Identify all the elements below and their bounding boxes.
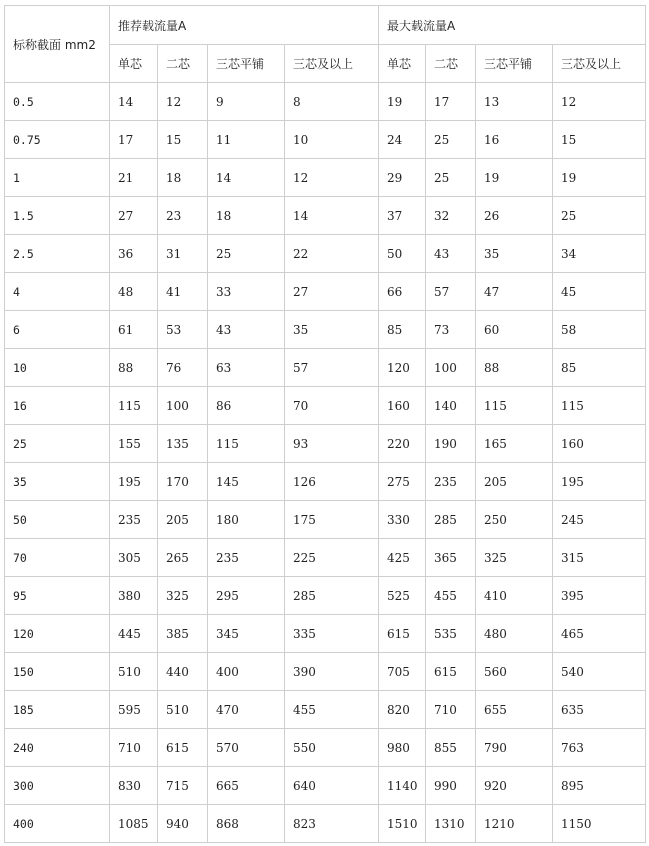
current-value-cell: 35 [285, 311, 379, 349]
current-value-cell: 395 [553, 577, 646, 615]
current-value-cell: 23 [158, 197, 208, 235]
current-value-cell: 640 [285, 767, 379, 805]
current-value-cell: 48 [110, 273, 158, 311]
current-value-cell: 12 [553, 83, 646, 121]
current-value-cell: 17 [110, 121, 158, 159]
current-value-cell: 510 [158, 691, 208, 729]
cross-section-cell: 16 [5, 387, 110, 425]
table-row [5, 197, 646, 235]
current-value-cell: 120 [379, 349, 426, 387]
current-value-cell: 25 [553, 197, 646, 235]
current-value-cell: 140 [426, 387, 476, 425]
current-value-cell: 855 [426, 729, 476, 767]
table-row [5, 463, 646, 501]
current-value-cell: 88 [110, 349, 158, 387]
current-value-cell: 175 [285, 501, 379, 539]
table-header-row [5, 6, 646, 45]
current-value-cell: 18 [158, 159, 208, 197]
current-value-cell: 480 [476, 615, 553, 653]
cable-current-table [4, 5, 646, 843]
current-value-cell: 830 [110, 767, 158, 805]
current-value-cell: 570 [208, 729, 285, 767]
current-value-cell: 275 [379, 463, 426, 501]
current-value-cell: 100 [158, 387, 208, 425]
table-body [5, 83, 646, 843]
current-value-cell: 35 [476, 235, 553, 273]
current-value-cell: 305 [110, 539, 158, 577]
current-value-cell: 19 [553, 159, 646, 197]
current-value-cell: 85 [553, 349, 646, 387]
current-value-cell: 93 [285, 425, 379, 463]
current-value-cell: 790 [476, 729, 553, 767]
column-header: 单芯 [110, 45, 158, 83]
cross-section-cell: 150 [5, 653, 110, 691]
current-value-cell: 26 [476, 197, 553, 235]
current-value-cell: 37 [379, 197, 426, 235]
current-value-cell: 345 [208, 615, 285, 653]
current-value-cell: 470 [208, 691, 285, 729]
current-value-cell: 1510 [379, 805, 426, 843]
cross-section-cell: 4 [5, 273, 110, 311]
cross-section-cell: 120 [5, 615, 110, 653]
current-value-cell: 455 [285, 691, 379, 729]
current-value-cell: 820 [379, 691, 426, 729]
current-value-cell: 1310 [426, 805, 476, 843]
table-row [5, 159, 646, 197]
current-value-cell: 440 [158, 653, 208, 691]
cross-section-cell: 400 [5, 805, 110, 843]
table-row [5, 273, 646, 311]
current-value-cell: 180 [208, 501, 285, 539]
current-value-cell: 43 [208, 311, 285, 349]
current-value-cell: 58 [553, 311, 646, 349]
table-row [5, 577, 646, 615]
current-value-cell: 868 [208, 805, 285, 843]
current-value-cell: 220 [379, 425, 426, 463]
table-row [5, 349, 646, 387]
current-value-cell: 165 [476, 425, 553, 463]
current-value-cell: 190 [426, 425, 476, 463]
cross-section-cell: 0.5 [5, 83, 110, 121]
current-value-cell: 940 [158, 805, 208, 843]
cross-section-cell: 70 [5, 539, 110, 577]
current-value-cell: 61 [110, 311, 158, 349]
table-row [5, 83, 646, 121]
table-row [5, 615, 646, 653]
current-value-cell: 635 [553, 691, 646, 729]
current-value-cell: 85 [379, 311, 426, 349]
current-value-cell: 9 [208, 83, 285, 121]
current-value-cell: 225 [285, 539, 379, 577]
table-row [5, 387, 646, 425]
current-value-cell: 29 [379, 159, 426, 197]
current-value-cell: 43 [426, 235, 476, 273]
current-value-cell: 205 [476, 463, 553, 501]
column-header: 二芯 [426, 45, 476, 83]
table-row [5, 691, 646, 729]
current-value-cell: 76 [158, 349, 208, 387]
current-value-cell: 66 [379, 273, 426, 311]
cross-section-cell: 25 [5, 425, 110, 463]
current-value-cell: 47 [476, 273, 553, 311]
current-value-cell: 14 [285, 197, 379, 235]
current-value-cell: 285 [426, 501, 476, 539]
column-header: 三芯及以上 [285, 45, 379, 83]
cross-section-cell: 35 [5, 463, 110, 501]
current-value-cell: 57 [285, 349, 379, 387]
cross-section-cell: 6 [5, 311, 110, 349]
current-value-cell: 895 [553, 767, 646, 805]
current-value-cell: 920 [476, 767, 553, 805]
cross-section-cell: 0.75 [5, 121, 110, 159]
current-value-cell: 15 [553, 121, 646, 159]
current-value-cell: 17 [426, 83, 476, 121]
cross-section-cell: 1 [5, 159, 110, 197]
current-value-cell: 235 [110, 501, 158, 539]
current-value-cell: 32 [426, 197, 476, 235]
current-value-cell: 86 [208, 387, 285, 425]
current-value-cell: 12 [158, 83, 208, 121]
current-value-cell: 400 [208, 653, 285, 691]
current-value-cell: 525 [379, 577, 426, 615]
current-value-cell: 550 [285, 729, 379, 767]
table-row [5, 539, 646, 577]
column-header: 单芯 [379, 45, 426, 83]
cross-section-cell: 2.5 [5, 235, 110, 273]
current-value-cell: 425 [379, 539, 426, 577]
current-value-cell: 21 [110, 159, 158, 197]
current-value-cell: 1085 [110, 805, 158, 843]
current-value-cell: 1140 [379, 767, 426, 805]
current-value-cell: 8 [285, 83, 379, 121]
current-value-cell: 445 [110, 615, 158, 653]
table-row [5, 425, 646, 463]
current-value-cell: 980 [379, 729, 426, 767]
current-value-cell: 710 [110, 729, 158, 767]
current-value-cell: 535 [426, 615, 476, 653]
column-header: 二芯 [158, 45, 208, 83]
current-value-cell: 18 [208, 197, 285, 235]
current-value-cell: 145 [208, 463, 285, 501]
current-value-cell: 315 [553, 539, 646, 577]
column-header: 三芯平铺 [208, 45, 285, 83]
current-value-cell: 335 [285, 615, 379, 653]
current-value-cell: 235 [208, 539, 285, 577]
current-value-cell: 19 [476, 159, 553, 197]
current-value-cell: 115 [110, 387, 158, 425]
current-value-cell: 705 [379, 653, 426, 691]
current-value-cell: 365 [426, 539, 476, 577]
current-value-cell: 15 [158, 121, 208, 159]
current-value-cell: 195 [553, 463, 646, 501]
current-value-cell: 50 [379, 235, 426, 273]
group-header-maximum: 最大载流量A [379, 6, 646, 45]
current-value-cell: 19 [379, 83, 426, 121]
current-value-cell: 155 [110, 425, 158, 463]
column-header: 三芯及以上 [553, 45, 646, 83]
current-value-cell: 250 [476, 501, 553, 539]
current-value-cell: 990 [426, 767, 476, 805]
table-row [5, 235, 646, 273]
corner-header: 标称截面 mm2 [5, 6, 110, 83]
column-header: 三芯平铺 [476, 45, 553, 83]
current-value-cell: 53 [158, 311, 208, 349]
current-value-cell: 510 [110, 653, 158, 691]
cross-section-cell: 185 [5, 691, 110, 729]
current-value-cell: 205 [158, 501, 208, 539]
current-value-cell: 12 [285, 159, 379, 197]
current-value-cell: 16 [476, 121, 553, 159]
current-value-cell: 655 [476, 691, 553, 729]
current-value-cell: 325 [476, 539, 553, 577]
current-value-cell: 390 [285, 653, 379, 691]
current-value-cell: 325 [158, 577, 208, 615]
current-value-cell: 24 [379, 121, 426, 159]
current-value-cell: 36 [110, 235, 158, 273]
current-value-cell: 615 [426, 653, 476, 691]
current-value-cell: 14 [110, 83, 158, 121]
current-value-cell: 57 [426, 273, 476, 311]
current-value-cell: 73 [426, 311, 476, 349]
current-value-cell: 710 [426, 691, 476, 729]
current-value-cell: 34 [553, 235, 646, 273]
current-value-cell: 25 [208, 235, 285, 273]
cross-section-cell: 1.5 [5, 197, 110, 235]
cross-section-cell: 240 [5, 729, 110, 767]
current-value-cell: 160 [553, 425, 646, 463]
current-value-cell: 295 [208, 577, 285, 615]
current-value-cell: 25 [426, 121, 476, 159]
current-value-cell: 11 [208, 121, 285, 159]
current-value-cell: 380 [110, 577, 158, 615]
current-value-cell: 10 [285, 121, 379, 159]
current-value-cell: 14 [208, 159, 285, 197]
cross-section-cell: 50 [5, 501, 110, 539]
current-value-cell: 115 [208, 425, 285, 463]
current-value-cell: 63 [208, 349, 285, 387]
current-value-cell: 763 [553, 729, 646, 767]
table-row [5, 501, 646, 539]
table-row [5, 805, 646, 843]
table-row [5, 311, 646, 349]
current-value-cell: 115 [476, 387, 553, 425]
cross-section-cell: 10 [5, 349, 110, 387]
current-value-cell: 88 [476, 349, 553, 387]
current-value-cell: 22 [285, 235, 379, 273]
current-value-cell: 70 [285, 387, 379, 425]
current-value-cell: 126 [285, 463, 379, 501]
current-value-cell: 170 [158, 463, 208, 501]
current-value-cell: 60 [476, 311, 553, 349]
current-value-cell: 665 [208, 767, 285, 805]
current-value-cell: 195 [110, 463, 158, 501]
current-value-cell: 560 [476, 653, 553, 691]
current-value-cell: 115 [553, 387, 646, 425]
current-value-cell: 27 [285, 273, 379, 311]
table-row [5, 767, 646, 805]
current-value-cell: 265 [158, 539, 208, 577]
current-value-cell: 385 [158, 615, 208, 653]
current-value-cell: 33 [208, 273, 285, 311]
current-value-cell: 715 [158, 767, 208, 805]
current-value-cell: 540 [553, 653, 646, 691]
current-value-cell: 330 [379, 501, 426, 539]
current-value-cell: 285 [285, 577, 379, 615]
current-value-cell: 615 [158, 729, 208, 767]
current-value-cell: 100 [426, 349, 476, 387]
current-value-cell: 615 [379, 615, 426, 653]
current-value-cell: 455 [426, 577, 476, 615]
current-value-cell: 13 [476, 83, 553, 121]
current-value-cell: 1150 [553, 805, 646, 843]
current-value-cell: 45 [553, 273, 646, 311]
current-value-cell: 25 [426, 159, 476, 197]
current-value-cell: 465 [553, 615, 646, 653]
current-value-cell: 595 [110, 691, 158, 729]
group-header-recommended: 推荐载流量A [110, 6, 379, 45]
current-value-cell: 235 [426, 463, 476, 501]
current-value-cell: 160 [379, 387, 426, 425]
current-value-cell: 27 [110, 197, 158, 235]
cross-section-cell: 300 [5, 767, 110, 805]
current-value-cell: 1210 [476, 805, 553, 843]
table-row [5, 729, 646, 767]
current-value-cell: 410 [476, 577, 553, 615]
table-row [5, 121, 646, 159]
current-value-cell: 31 [158, 235, 208, 273]
current-value-cell: 41 [158, 273, 208, 311]
current-value-cell: 823 [285, 805, 379, 843]
cross-section-cell: 95 [5, 577, 110, 615]
current-value-cell: 245 [553, 501, 646, 539]
table-row [5, 653, 646, 691]
current-value-cell: 135 [158, 425, 208, 463]
